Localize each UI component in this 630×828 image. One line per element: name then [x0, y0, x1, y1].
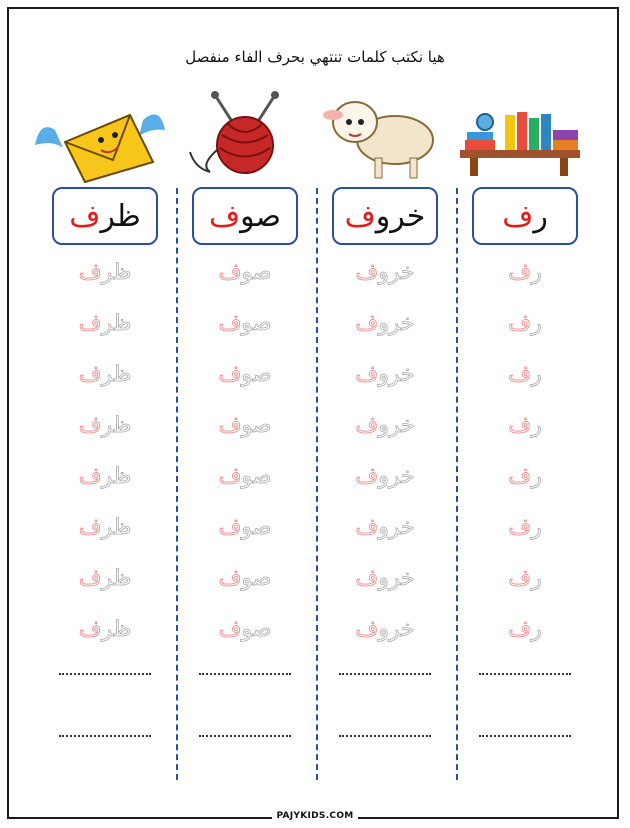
- trace-word: ظرف: [78, 617, 132, 642]
- trace-word: خروف: [355, 311, 415, 336]
- column-divider: [176, 188, 178, 780]
- trace-word: خروف: [355, 362, 415, 387]
- trace-word: رف: [508, 464, 542, 489]
- trace-word: رف: [508, 362, 542, 387]
- column-divider: [456, 188, 458, 780]
- writing-line: [199, 735, 291, 737]
- trace-word: صوف: [218, 566, 272, 591]
- trace-word: صوف: [218, 464, 272, 489]
- writing-line: [59, 673, 151, 675]
- trace-word: رف: [508, 311, 542, 336]
- trace-word: خروف: [355, 464, 415, 489]
- envelope-icon: [35, 90, 165, 185]
- trace-word: صوف: [218, 260, 272, 285]
- trace-word: خروف: [355, 413, 415, 438]
- worksheet-title: هيا نكتب كلمات تنتهي بحرف الفاء منفصل: [185, 48, 445, 66]
- writing-line: [479, 673, 571, 675]
- word-box: ر ف: [472, 187, 578, 245]
- trace-word: خروف: [355, 515, 415, 540]
- trace-word: صوف: [218, 311, 272, 336]
- trace-word: ظرف: [78, 260, 132, 285]
- trace-word: خروف: [355, 566, 415, 591]
- trace-word: صوف: [218, 413, 272, 438]
- trace-word: خروف: [355, 260, 415, 285]
- footer-site: PAJYKIDS.COM: [0, 811, 630, 821]
- writing-line: [339, 673, 431, 675]
- word-box: صو ف: [192, 187, 298, 245]
- bookshelf-icon: [455, 90, 585, 185]
- word-box: ظر ف: [52, 187, 158, 245]
- trace-word: رف: [508, 515, 542, 540]
- trace-word: ظرف: [78, 362, 132, 387]
- trace-word: صوف: [218, 362, 272, 387]
- writing-line: [199, 673, 291, 675]
- sheep-icon: [315, 90, 445, 185]
- trace-word: ظرف: [78, 464, 132, 489]
- yarn-ball-icon: [180, 90, 310, 185]
- writing-line: [339, 735, 431, 737]
- writing-line: [59, 735, 151, 737]
- trace-word: رف: [508, 413, 542, 438]
- trace-word: رف: [508, 260, 542, 285]
- word-box: خرو ف: [332, 187, 438, 245]
- trace-word: صوف: [218, 617, 272, 642]
- trace-word: خروف: [355, 617, 415, 642]
- trace-word: ظرف: [78, 311, 132, 336]
- trace-word: رف: [508, 617, 542, 642]
- trace-word: صوف: [218, 515, 272, 540]
- column-divider: [316, 188, 318, 780]
- trace-word: ظرف: [78, 413, 132, 438]
- trace-word: ظرف: [78, 515, 132, 540]
- trace-word: ظرف: [78, 566, 132, 591]
- writing-line: [479, 735, 571, 737]
- trace-word: رف: [508, 566, 542, 591]
